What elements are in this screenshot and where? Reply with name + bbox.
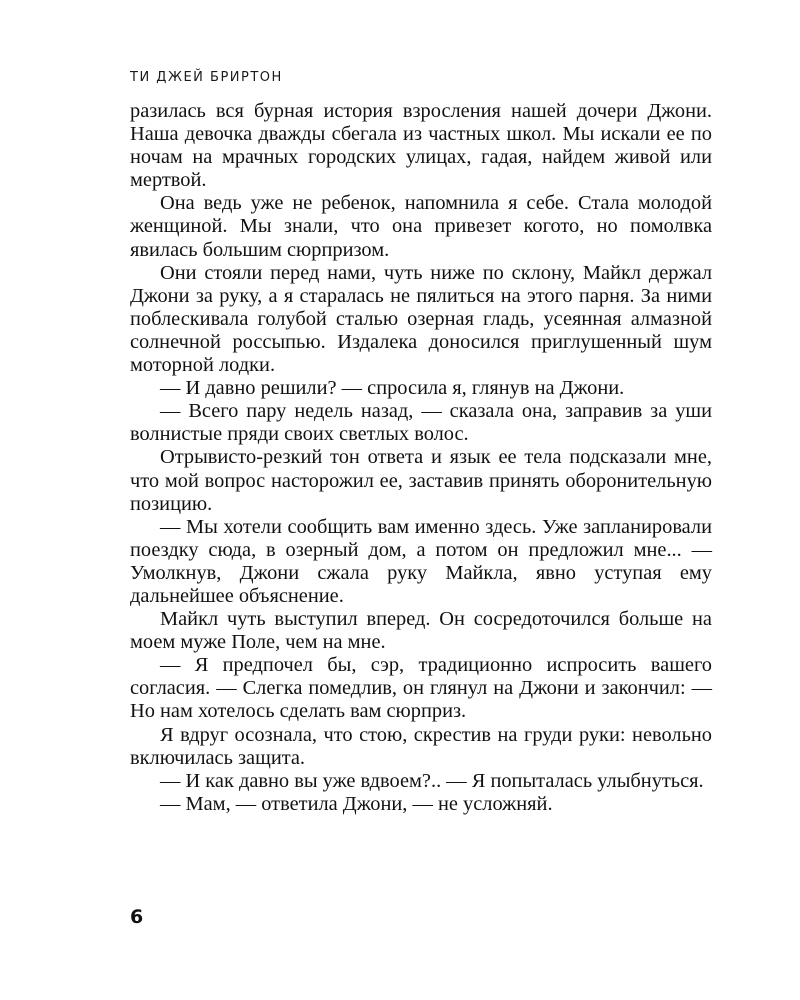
paragraph: — Всего пару недель назад, — сказала она, заправив за уши волнистые пряди своих светлых волос. [130,400,712,446]
paragraph: Она ведь уже не ребенок, напомнила я себе. Стала молодой женщиной. Мы знали, что она привезет когото, но помолвка явилась большим сюрпризом. [130,192,712,261]
running-head: ТИ ДЖЕЙ БРИРТОН [130,70,283,85]
body-text [130,100,712,816]
paragraph: Майкл чуть выступил вперед. Он сосредоточился больше на моем муже Поле, чем на мне. [130,608,712,654]
paragraph: — Мы хотели сообщить вам именно здесь. Уже запланировали поездку сюда, в озерный дом, а потом он предложил мне... — Умолкнув, Джони сжала руку Майкла, явно уступая ему дальнейшее объяснение. [130,515,712,607]
paragraph: — Мам, — ответила Джони, — не усложняй. [160,792,553,815]
paragraph: — И давно решили? — спросила я, глянув на Джони. [160,377,625,400]
paragraph: — И как давно вы уже вдвоем?.. — Я попыталась улыбнуться. [160,769,704,792]
page-number: 6 [130,906,144,928]
paragraph: Я вдруг осознала, что стою, скрестив на груди руки: невольно включилась защита. [130,723,712,769]
paragraph: — Я предпочел бы, сэр, традиционно испросить вашего согласия. — Слегка помедлив, он глянул на Джони и закончил: — Но нам хотелось сделать вам сюрприз. [130,654,712,723]
paragraph: разилась вся бурная история взросления нашей дочери Джони. Наша девочка дважды сбегала из частных школ. Мы искали ее по ночам на мрачных городских улицах, гадая, найдем живой или мертвой. [130,100,712,192]
paragraph: Они стояли перед нами, чуть ниже по склону, Майкл держал Джони за руку, а я старалась не пялиться на этого парня. За ними поблескивала голубой сталью озерная гладь, усеянная алмазной солнечной россыпью. Издалека доносился приглушенный шум моторной лодки. [130,261,712,377]
paragraph: Отрывисто-резкий тон ответа и язык ее тела подсказали мне, что мой вопрос насторожил ее, заставив принять оборонительную позицию. [130,446,712,515]
